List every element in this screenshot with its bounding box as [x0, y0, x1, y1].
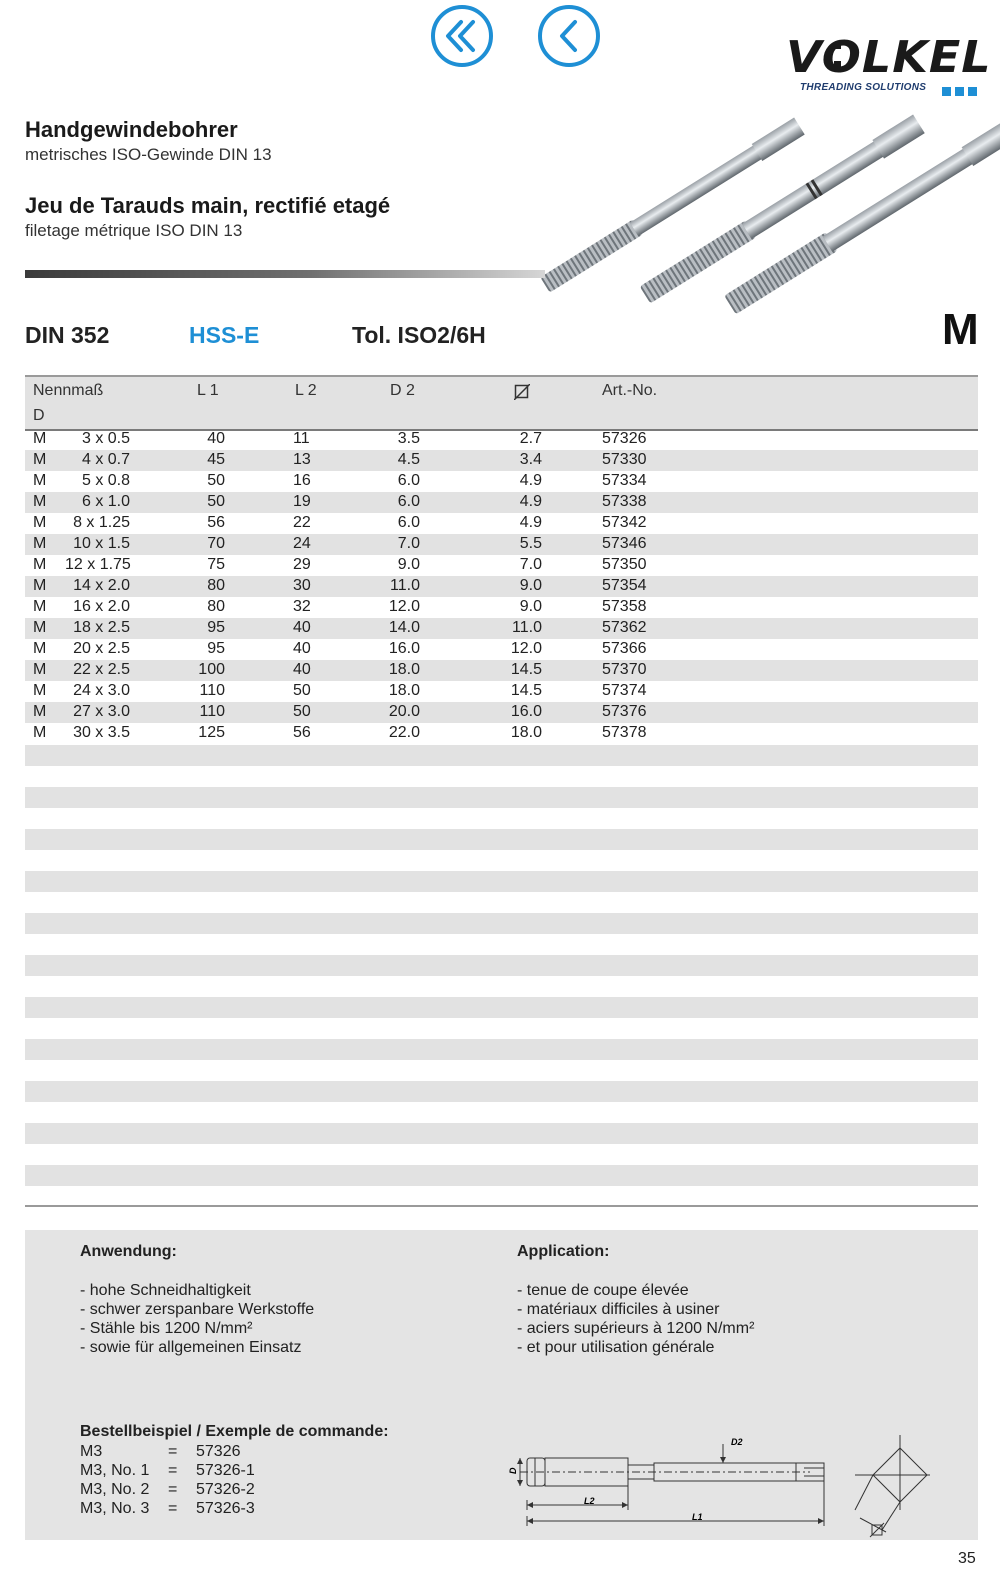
empty-row	[25, 1144, 978, 1165]
table-row	[25, 618, 978, 639]
cell-size: 22 x 2.5	[73, 661, 130, 678]
square-shank-icon	[514, 384, 530, 400]
application-de-item: - hohe Schneidhaltigkeit	[80, 1282, 251, 1299]
cell-l2: 13	[293, 451, 311, 468]
drawing-l1-label: L1	[692, 1512, 703, 1522]
cell-square: 3.4	[519, 451, 542, 468]
cell-artno: 57326	[602, 430, 647, 447]
cell-artno: 57374	[602, 682, 647, 699]
cell-l2: 40	[293, 640, 311, 657]
empty-row	[25, 745, 978, 766]
table-row	[25, 576, 978, 597]
cell-prefix: M	[33, 682, 47, 699]
empty-row	[25, 892, 978, 913]
cell-d2: 12.0	[388, 598, 420, 615]
cell-prefix: M	[33, 451, 47, 468]
empty-row	[25, 850, 978, 871]
cell-square: 9.0	[519, 598, 542, 615]
cell-artno: 57370	[602, 661, 647, 678]
order-equals: =	[168, 1481, 178, 1498]
cell-artno: 57354	[602, 577, 647, 594]
drawing-d2-label: D2	[731, 1437, 743, 1447]
subtitle-fr: filetage métrique ISO DIN 13	[25, 221, 243, 240]
cell-l2: 29	[293, 556, 311, 573]
empty-row	[25, 913, 978, 934]
table-row	[25, 492, 978, 513]
cell-l1: 70	[207, 535, 225, 552]
empty-row	[25, 934, 978, 955]
empty-row	[25, 1039, 978, 1060]
table-header	[25, 375, 978, 431]
first-page-button[interactable]	[431, 5, 493, 67]
order-code: 57326-2	[196, 1481, 255, 1498]
cell-size: 18 x 2.5	[73, 619, 130, 636]
cell-artno: 57334	[602, 472, 647, 489]
drawing-d-label: D	[508, 1467, 518, 1474]
application-panel	[25, 1230, 978, 1540]
cell-square: 14.5	[510, 682, 542, 699]
empty-row	[25, 1165, 978, 1186]
cell-artno: 57362	[602, 619, 647, 636]
cell-l1: 95	[207, 619, 225, 636]
din-label: DIN 352	[25, 322, 110, 348]
cell-size: 4 x 0.7	[81, 451, 130, 468]
cell-l1: 50	[207, 493, 225, 510]
order-item: M3, No. 1	[80, 1462, 150, 1479]
cell-prefix: M	[33, 493, 47, 510]
cell-d2: 14.0	[388, 619, 420, 636]
cell-l1: 50	[207, 472, 225, 489]
cell-d2: 11.0	[390, 577, 420, 594]
cell-square: 12.0	[510, 640, 542, 657]
order-equals: =	[168, 1500, 178, 1517]
cell-artno: 57350	[602, 556, 647, 573]
cell-d2: 6.0	[397, 514, 420, 531]
header-d: D	[33, 407, 45, 424]
table-row	[25, 429, 978, 450]
application-de-item: - Stähle bis 1200 N/mm²	[80, 1320, 253, 1337]
table-row	[25, 597, 978, 618]
header-d2: D 2	[390, 382, 415, 399]
cell-d2: 7.0	[397, 535, 420, 552]
cell-prefix: M	[33, 640, 47, 657]
order-code: 57326-3	[196, 1500, 255, 1517]
cell-square: 2.7	[519, 430, 542, 447]
order-code: 57326	[196, 1443, 241, 1460]
cell-l1: 110	[199, 703, 225, 720]
application-fr-item: - matériaux difficiles à usiner	[517, 1301, 720, 1318]
table-row	[25, 555, 978, 576]
product-table-body	[25, 429, 978, 744]
cell-artno: 57378	[602, 724, 647, 741]
table-row	[25, 471, 978, 492]
cell-prefix: M	[33, 661, 47, 678]
cell-artno: 57330	[602, 451, 647, 468]
cell-size: 30 x 3.5	[73, 724, 130, 741]
cell-prefix: M	[33, 703, 47, 720]
empty-row	[25, 808, 978, 829]
cell-d2: 18.0	[388, 682, 420, 699]
application-fr-item: - tenue de coupe élevée	[517, 1282, 689, 1299]
cell-l2: 30	[293, 577, 311, 594]
cell-l1: 100	[198, 661, 225, 678]
cell-l2: 56	[293, 724, 311, 741]
cell-prefix: M	[33, 619, 47, 636]
cell-d2: 3.5	[397, 430, 420, 447]
order-equals: =	[168, 1443, 178, 1460]
empty-row	[25, 997, 978, 1018]
cell-size: 20 x 2.5	[73, 640, 130, 657]
application-fr-item: - et pour utilisation générale	[517, 1339, 715, 1356]
logo-word: VOLKEL	[786, 31, 992, 83]
cell-prefix: M	[33, 724, 47, 741]
cell-prefix: M	[33, 556, 47, 573]
cell-square: 5.5	[519, 535, 542, 552]
table-row	[25, 681, 978, 702]
order-item: M3	[80, 1443, 103, 1460]
cell-artno: 57342	[602, 514, 647, 531]
order-item: M3, No. 2	[80, 1481, 150, 1498]
title-de: Handgewindebohrer	[25, 117, 238, 142]
cell-l2: 11	[293, 430, 310, 447]
cell-size: 16 x 2.0	[73, 598, 130, 615]
material-label: HSS-E	[189, 322, 260, 348]
cell-l1: 45	[207, 451, 225, 468]
empty-row	[25, 766, 978, 787]
table-row	[25, 534, 978, 555]
cell-size: 6 x 1.0	[81, 493, 130, 510]
header-l1: L 1	[197, 382, 219, 399]
cell-square: 4.9	[519, 514, 542, 531]
cell-size: 14 x 2.0	[73, 577, 130, 594]
table-bottom-rule	[25, 1205, 978, 1207]
cell-l1: 75	[207, 556, 225, 573]
page-number: 35	[958, 1550, 976, 1567]
cell-d2: 6.0	[397, 493, 420, 510]
empty-row	[25, 829, 978, 850]
application-fr-list	[517, 1281, 754, 1357]
cell-l2: 50	[293, 703, 311, 720]
empty-row	[25, 1186, 978, 1207]
cell-artno: 57338	[602, 493, 647, 510]
cell-prefix: M	[33, 577, 47, 594]
cell-d2: 4.5	[397, 451, 420, 468]
application-de-item: - schwer zerspanbare Werkstoffe	[80, 1301, 315, 1318]
cell-artno: 57366	[602, 640, 647, 657]
cell-square: 11.0	[512, 619, 542, 636]
logo-squares	[942, 83, 981, 101]
cell-artno: 57346	[602, 535, 647, 552]
empty-row	[25, 787, 978, 808]
cell-l2: 50	[293, 682, 311, 699]
cell-d2: 18.0	[388, 661, 420, 678]
cell-l1: 56	[207, 514, 225, 531]
header-nennmass: Nennmaß	[33, 382, 104, 399]
application-fr-title: Application:	[517, 1243, 610, 1260]
cell-prefix: M	[33, 535, 47, 552]
order-code: 57326-1	[196, 1462, 255, 1479]
order-equals: =	[168, 1462, 178, 1479]
cell-prefix: M	[33, 472, 47, 489]
cell-d2: 9.0	[397, 556, 420, 573]
empty-row	[25, 1018, 978, 1039]
cell-size: 3 x 0.5	[81, 430, 130, 447]
cell-d2: 6.0	[397, 472, 420, 489]
table-row	[25, 660, 978, 681]
order-item: M3, No. 3	[80, 1500, 150, 1517]
logo-tagline: THREADING SOLUTIONS	[800, 82, 927, 93]
application-fr-item: - aciers supérieurs à 1200 N/mm²	[517, 1320, 755, 1337]
cell-size: 5 x 0.8	[81, 472, 130, 489]
subtitle-de: metrisches ISO-Gewinde DIN 13	[25, 145, 272, 164]
cell-l1: 40	[207, 430, 225, 447]
header-divider	[25, 270, 545, 278]
order-example-title: Bestellbeispiel / Exemple de commande:	[80, 1423, 389, 1440]
empty-row	[25, 1123, 978, 1144]
cell-d2: 16.0	[388, 640, 420, 657]
empty-row	[25, 1081, 978, 1102]
cell-d2: 22.0	[388, 724, 420, 741]
table-row	[25, 639, 978, 660]
application-de-item: - sowie für allgemeinen Einsatz	[80, 1339, 302, 1356]
table-row	[25, 723, 978, 744]
cell-size: 24 x 3.0	[73, 682, 130, 699]
hand-tap-set-image	[525, 110, 1000, 335]
cell-l2: 40	[293, 619, 311, 636]
drawing-l2-label: L2	[584, 1496, 595, 1506]
cell-l2: 40	[293, 661, 311, 678]
cell-l2: 24	[293, 535, 311, 552]
cell-l2: 32	[293, 598, 311, 615]
voelkel-logo	[780, 30, 992, 100]
empty-row	[25, 871, 978, 892]
application-de-list	[80, 1281, 314, 1357]
tolerance-label: Tol. ISO2/6H	[352, 322, 486, 348]
cell-l1: 80	[207, 598, 225, 615]
table-row	[25, 702, 978, 723]
cell-l2: 22	[293, 514, 311, 531]
empty-row	[25, 1060, 978, 1081]
cell-square: 14.5	[510, 661, 542, 678]
cell-size: 10 x 1.5	[73, 535, 130, 552]
cell-artno: 57358	[602, 598, 647, 615]
application-de-title: Anwendung:	[80, 1243, 177, 1260]
thread-type-label: M	[942, 305, 979, 354]
cell-l1: 80	[207, 577, 225, 594]
cell-l1: 95	[207, 640, 225, 657]
cell-d2: 20.0	[388, 703, 420, 720]
cell-square: 4.9	[519, 472, 542, 489]
drawing-square-symbol-icon	[870, 1523, 884, 1537]
cell-l2: 16	[293, 472, 311, 489]
empty-row	[25, 1102, 978, 1123]
cell-l1: 125	[198, 724, 225, 741]
cell-size: 8 x 1.25	[73, 514, 130, 531]
cell-size: 27 x 3.0	[73, 703, 130, 720]
cell-prefix: M	[33, 514, 47, 531]
table-row	[25, 513, 978, 534]
cell-prefix: M	[33, 598, 47, 615]
cell-l1: 110	[199, 682, 225, 699]
header-artno: Art.-No.	[602, 382, 658, 399]
table-empty-area	[25, 745, 978, 1207]
tap-dimension-drawing	[490, 1430, 935, 1540]
cell-square: 9.0	[519, 577, 542, 594]
cell-square: 18.0	[510, 724, 542, 741]
cell-square: 7.0	[519, 556, 542, 573]
cell-square: 16.0	[510, 703, 542, 720]
cell-l2: 19	[293, 493, 311, 510]
cell-square: 4.9	[519, 493, 542, 510]
cell-prefix: M	[33, 430, 47, 447]
title-fr: Jeu de Tarauds main, rectifié etagé	[25, 193, 391, 218]
table-row	[25, 450, 978, 471]
previous-page-button[interactable]	[538, 5, 600, 67]
empty-row	[25, 976, 978, 997]
cell-size: 12 x 1.75	[65, 556, 131, 573]
cell-artno: 57376	[602, 703, 647, 720]
empty-row	[25, 955, 978, 976]
header-l2: L 2	[295, 382, 317, 399]
